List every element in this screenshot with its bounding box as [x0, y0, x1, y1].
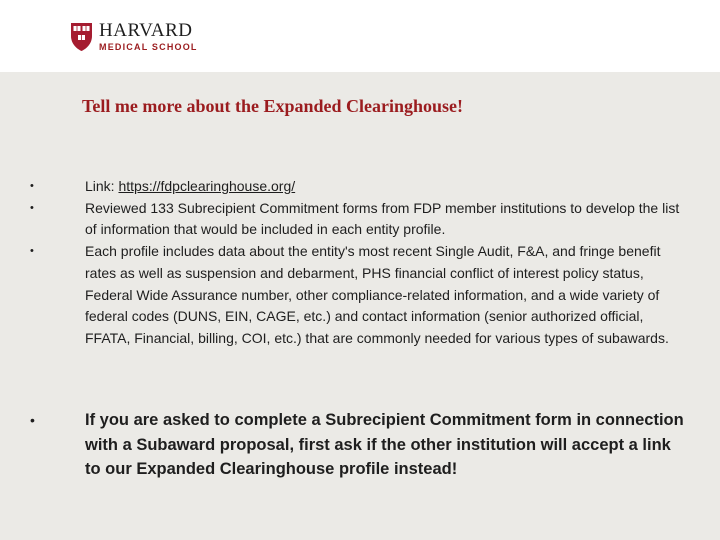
- bullet-icon: •: [30, 412, 35, 428]
- main-bullet-list: [30, 408, 690, 482]
- clearinghouse-link[interactable]: https://fdpclearinghouse.org/: [118, 178, 296, 194]
- link-prefix: Link:: [85, 178, 119, 194]
- list-item: [30, 198, 690, 241]
- slide-content: [0, 72, 720, 540]
- slide-title: Tell me more about the Expanded Clearinghouse!: [82, 96, 464, 116]
- logo-harvard-text: HARVARD: [99, 20, 193, 41]
- main-bullet-text: If you are asked to complete a Subrecipient Commitment form in connection with a Subaward proposal, first ask if the other institution will accept a link to our Expanded Clearinghouse profile instead!: [85, 411, 684, 478]
- harvard-shield-icon: [70, 22, 93, 52]
- bullet-icon: •: [30, 180, 34, 192]
- bullet-icon: •: [30, 201, 34, 214]
- list-item: [30, 408, 690, 482]
- list-item: [30, 176, 690, 198]
- bullet-icon: •: [30, 245, 34, 258]
- logo-medical-school-text: MEDICAL SCHOOL: [99, 42, 198, 52]
- list-item: [30, 241, 690, 350]
- bullet-text: Each profile includes data about the entity's most recent Single Audit, F&A, and fringe benefit rates as well as suspension and debarment, PHS financial conflict of interest policy status, Federal Wide Assurance number, other compliance-related information, and a wide variety of federal codes (DUNS, EIN, CAGE, etc.) and contact information (senior authorized official, FFATA, Financial, billing, COI, etc.) that are commonly needed for various types of subawards.: [85, 243, 669, 346]
- header-bar: [0, 0, 720, 72]
- bullet-text: Reviewed 133 Subrecipient Commitment forms from FDP member institutions to develop the list of information that would be included in each entity profile.: [85, 199, 680, 238]
- detail-bullet-list: [30, 176, 690, 350]
